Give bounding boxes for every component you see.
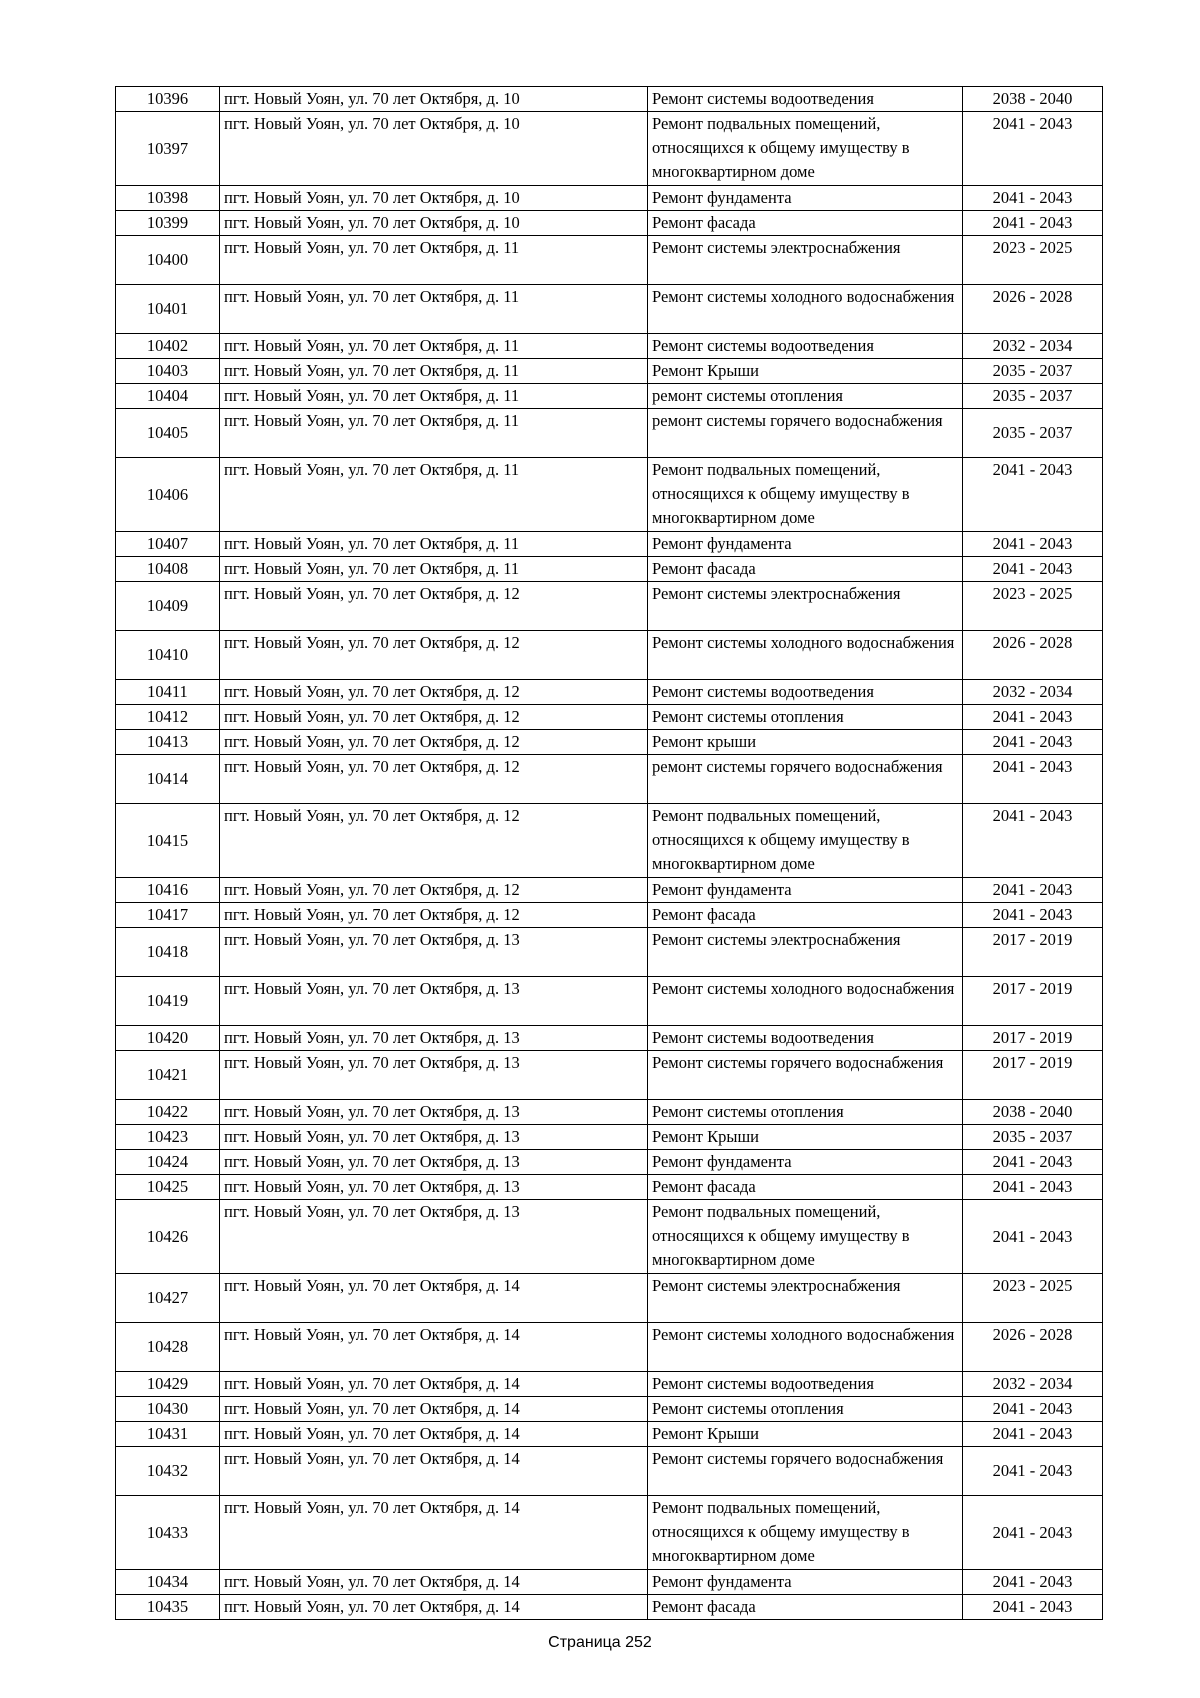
table-row	[116, 631, 1103, 680]
row-work-type: Ремонт подвальных помещений, относящихся к общему имуществу в многоквартирном доме	[648, 112, 963, 186]
row-work-type: Ремонт фасада	[648, 1595, 963, 1620]
row-years: 2032 - 2034	[963, 680, 1103, 705]
row-number: 10420	[116, 1026, 220, 1051]
table-row	[116, 186, 1103, 211]
table-row	[116, 384, 1103, 409]
table-row	[116, 1100, 1103, 1125]
row-years: 2041 - 2043	[963, 755, 1103, 804]
row-work-type: Ремонт фасада	[648, 557, 963, 582]
row-address: пгт. Новый Уоян, ул. 70 лет Октября, д. 10	[220, 87, 648, 112]
row-work-type: Ремонт системы отопления	[648, 705, 963, 730]
table-row	[116, 285, 1103, 334]
row-number: 10396	[116, 87, 220, 112]
row-number: 10417	[116, 903, 220, 928]
row-number: 10397	[116, 112, 220, 186]
row-number: 10418	[116, 928, 220, 977]
row-number: 10401	[116, 285, 220, 334]
row-number: 10400	[116, 236, 220, 285]
row-number: 10421	[116, 1051, 220, 1100]
row-address: пгт. Новый Уоян, ул. 70 лет Октября, д. 10	[220, 186, 648, 211]
table-row	[116, 878, 1103, 903]
row-address: пгт. Новый Уоян, ул. 70 лет Октября, д. 14	[220, 1422, 648, 1447]
row-address: пгт. Новый Уоян, ул. 70 лет Октября, д. 13	[220, 1200, 648, 1274]
row-work-type: Ремонт системы электроснабжения	[648, 928, 963, 977]
table-row	[116, 1447, 1103, 1496]
row-address: пгт. Новый Уоян, ул. 70 лет Октября, д. 14	[220, 1496, 648, 1570]
table-row	[116, 1274, 1103, 1323]
row-address: пгт. Новый Уоян, ул. 70 лет Октября, д. 12	[220, 804, 648, 878]
table-row	[116, 804, 1103, 878]
table-row	[116, 334, 1103, 359]
row-years: 2023 - 2025	[963, 1274, 1103, 1323]
table-row	[116, 730, 1103, 755]
row-work-type: Ремонт подвальных помещений, относящихся к общему имуществу в многоквартирном доме	[648, 1200, 963, 1274]
page-number: Страница 252	[548, 1634, 652, 1651]
row-address: пгт. Новый Уоян, ул. 70 лет Октября, д. 10	[220, 211, 648, 236]
row-address: пгт. Новый Уоян, ул. 70 лет Октября, д. 12	[220, 903, 648, 928]
table-row	[116, 211, 1103, 236]
row-work-type: Ремонт системы холодного водоснабжения	[648, 977, 963, 1026]
row-address: пгт. Новый Уоян, ул. 70 лет Октября, д. 13	[220, 1150, 648, 1175]
row-years: 2023 - 2025	[963, 236, 1103, 285]
row-number: 10432	[116, 1447, 220, 1496]
row-address: пгт. Новый Уоян, ул. 70 лет Октября, д. 12	[220, 730, 648, 755]
row-number: 10407	[116, 532, 220, 557]
row-address: пгт. Новый Уоян, ул. 70 лет Октября, д. 13	[220, 977, 648, 1026]
row-address: пгт. Новый Уоян, ул. 70 лет Октября, д. 13	[220, 1125, 648, 1150]
row-number: 10412	[116, 705, 220, 730]
row-years: 2026 - 2028	[963, 285, 1103, 334]
table-row	[116, 903, 1103, 928]
row-years: 2041 - 2043	[963, 112, 1103, 186]
row-address: пгт. Новый Уоян, ул. 70 лет Октября, д. 14	[220, 1570, 648, 1595]
row-years: 2041 - 2043	[963, 705, 1103, 730]
table-row	[116, 1422, 1103, 1447]
row-years: 2035 - 2037	[963, 1125, 1103, 1150]
row-address: пгт. Новый Уоян, ул. 70 лет Октября, д. 11	[220, 236, 648, 285]
row-address: пгт. Новый Уоян, ул. 70 лет Октября, д. 12	[220, 705, 648, 730]
row-number: 10431	[116, 1422, 220, 1447]
row-years: 2041 - 2043	[963, 557, 1103, 582]
row-years: 2041 - 2043	[963, 1150, 1103, 1175]
table-body	[116, 87, 1103, 1620]
row-years: 2017 - 2019	[963, 1026, 1103, 1051]
row-address: пгт. Новый Уоян, ул. 70 лет Октября, д. 11	[220, 359, 648, 384]
row-address: пгт. Новый Уоян, ул. 70 лет Октября, д. 12	[220, 680, 648, 705]
row-number: 10415	[116, 804, 220, 878]
row-number: 10422	[116, 1100, 220, 1125]
table-row	[116, 755, 1103, 804]
row-address: пгт. Новый Уоян, ул. 70 лет Октября, д. 13	[220, 1175, 648, 1200]
row-work-type: Ремонт системы горячего водоснабжения	[648, 1447, 963, 1496]
row-work-type: Ремонт системы электроснабжения	[648, 236, 963, 285]
row-years: 2038 - 2040	[963, 87, 1103, 112]
row-number: 10416	[116, 878, 220, 903]
row-years: 2017 - 2019	[963, 977, 1103, 1026]
row-years: 2041 - 2043	[963, 1200, 1103, 1274]
row-address: пгт. Новый Уоян, ул. 70 лет Октября, д. 11	[220, 334, 648, 359]
row-work-type: Ремонт системы водоотведения	[648, 1372, 963, 1397]
row-number: 10430	[116, 1397, 220, 1422]
table-row	[116, 705, 1103, 730]
row-years: 2041 - 2043	[963, 186, 1103, 211]
table-row	[116, 1026, 1103, 1051]
row-work-type: Ремонт подвальных помещений, относящихся к общему имуществу в многоквартирном доме	[648, 1496, 963, 1570]
row-address: пгт. Новый Уоян, ул. 70 лет Октября, д. 11	[220, 557, 648, 582]
row-number: 10434	[116, 1570, 220, 1595]
row-work-type: Ремонт фасада	[648, 211, 963, 236]
row-number: 10398	[116, 186, 220, 211]
table-row	[116, 557, 1103, 582]
row-address: пгт. Новый Уоян, ул. 70 лет Октября, д. 12	[220, 631, 648, 680]
row-address: пгт. Новый Уоян, ул. 70 лет Октября, д. 13	[220, 928, 648, 977]
table-row	[116, 680, 1103, 705]
row-number: 10405	[116, 409, 220, 458]
row-number: 10429	[116, 1372, 220, 1397]
table-row	[116, 112, 1103, 186]
row-address: пгт. Новый Уоян, ул. 70 лет Октября, д. 13	[220, 1051, 648, 1100]
table-row	[116, 977, 1103, 1026]
row-work-type: Ремонт системы водоотведения	[648, 680, 963, 705]
row-work-type: Ремонт Крыши	[648, 1125, 963, 1150]
row-address: пгт. Новый Уоян, ул. 70 лет Октября, д. 10	[220, 112, 648, 186]
row-number: 10414	[116, 755, 220, 804]
row-work-type: Ремонт фундамента	[648, 532, 963, 557]
row-work-type: ремонт системы горячего водоснабжения	[648, 409, 963, 458]
row-years: 2035 - 2037	[963, 409, 1103, 458]
row-number: 10408	[116, 557, 220, 582]
row-address: пгт. Новый Уоян, ул. 70 лет Октября, д. 13	[220, 1100, 648, 1125]
row-number: 10423	[116, 1125, 220, 1150]
table-row	[116, 928, 1103, 977]
row-years: 2026 - 2028	[963, 631, 1103, 680]
row-address: пгт. Новый Уоян, ул. 70 лет Октября, д. 14	[220, 1372, 648, 1397]
row-work-type: Ремонт фундамента	[648, 1150, 963, 1175]
row-address: пгт. Новый Уоян, ул. 70 лет Октября, д. 14	[220, 1595, 648, 1620]
row-address: пгт. Новый Уоян, ул. 70 лет Октября, д. 14	[220, 1274, 648, 1323]
row-years: 2026 - 2028	[963, 1323, 1103, 1372]
row-years: 2041 - 2043	[963, 878, 1103, 903]
row-number: 10427	[116, 1274, 220, 1323]
row-number: 10428	[116, 1323, 220, 1372]
row-years: 2035 - 2037	[963, 384, 1103, 409]
row-number: 10433	[116, 1496, 220, 1570]
table-row	[116, 1323, 1103, 1372]
table-row	[116, 236, 1103, 285]
row-years: 2041 - 2043	[963, 730, 1103, 755]
table-row	[116, 87, 1103, 112]
row-number: 10404	[116, 384, 220, 409]
row-years: 2041 - 2043	[963, 1175, 1103, 1200]
row-work-type: Ремонт фасада	[648, 1175, 963, 1200]
row-years: 2041 - 2043	[963, 1422, 1103, 1447]
row-work-type: Ремонт Крыши	[648, 359, 963, 384]
page-footer	[0, 1634, 1200, 1652]
table-row	[116, 1397, 1103, 1422]
row-work-type: Ремонт крыши	[648, 730, 963, 755]
row-address: пгт. Новый Уоян, ул. 70 лет Октября, д. 13	[220, 1026, 648, 1051]
row-number: 10402	[116, 334, 220, 359]
row-work-type: Ремонт системы электроснабжения	[648, 582, 963, 631]
row-number: 10426	[116, 1200, 220, 1274]
table-row	[116, 1200, 1103, 1274]
table-row	[116, 409, 1103, 458]
table-row	[116, 1150, 1103, 1175]
row-work-type: Ремонт системы холодного водоснабжения	[648, 631, 963, 680]
row-number: 10406	[116, 458, 220, 532]
row-address: пгт. Новый Уоян, ул. 70 лет Октября, д. 11	[220, 409, 648, 458]
row-years: 2032 - 2034	[963, 334, 1103, 359]
row-years: 2017 - 2019	[963, 928, 1103, 977]
row-work-type: Ремонт системы горячего водоснабжения	[648, 1051, 963, 1100]
row-address: пгт. Новый Уоян, ул. 70 лет Октября, д. 12	[220, 582, 648, 631]
row-address: пгт. Новый Уоян, ул. 70 лет Октября, д. 11	[220, 285, 648, 334]
row-work-type: Ремонт системы водоотведения	[648, 334, 963, 359]
table-row	[116, 1051, 1103, 1100]
row-work-type: Ремонт системы водоотведения	[648, 1026, 963, 1051]
row-work-type: Ремонт системы электроснабжения	[648, 1274, 963, 1323]
row-number: 10435	[116, 1595, 220, 1620]
row-address: пгт. Новый Уоян, ул. 70 лет Октября, д. 14	[220, 1323, 648, 1372]
row-number: 10419	[116, 977, 220, 1026]
row-work-type: Ремонт подвальных помещений, относящихся к общему имуществу в многоквартирном доме	[648, 804, 963, 878]
table-row	[116, 582, 1103, 631]
row-address: пгт. Новый Уоян, ул. 70 лет Октября, д. 12	[220, 878, 648, 903]
row-work-type: Ремонт системы холодного водоснабжения	[648, 1323, 963, 1372]
table-row	[116, 359, 1103, 384]
row-years: 2041 - 2043	[963, 211, 1103, 236]
repair-schedule-table	[115, 86, 1103, 1620]
table-row	[116, 1570, 1103, 1595]
row-years: 2017 - 2019	[963, 1051, 1103, 1100]
row-years: 2041 - 2043	[963, 458, 1103, 532]
row-years: 2041 - 2043	[963, 804, 1103, 878]
row-number: 10413	[116, 730, 220, 755]
row-years: 2032 - 2034	[963, 1372, 1103, 1397]
row-work-type: Ремонт системы отопления	[648, 1100, 963, 1125]
row-work-type: Ремонт системы водоотведения	[648, 87, 963, 112]
table-row	[116, 1372, 1103, 1397]
row-work-type: Ремонт Крыши	[648, 1422, 963, 1447]
row-number: 10409	[116, 582, 220, 631]
row-address: пгт. Новый Уоян, ул. 70 лет Октября, д. 12	[220, 755, 648, 804]
row-years: 2041 - 2043	[963, 1496, 1103, 1570]
row-address: пгт. Новый Уоян, ул. 70 лет Октября, д. 11	[220, 458, 648, 532]
row-work-type: Ремонт системы холодного водоснабжения	[648, 285, 963, 334]
row-address: пгт. Новый Уоян, ул. 70 лет Октября, д. 11	[220, 384, 648, 409]
row-years: 2023 - 2025	[963, 582, 1103, 631]
row-work-type: ремонт системы отопления	[648, 384, 963, 409]
row-address: пгт. Новый Уоян, ул. 70 лет Октября, д. 14	[220, 1447, 648, 1496]
table-row	[116, 1496, 1103, 1570]
row-years: 2041 - 2043	[963, 1397, 1103, 1422]
row-years: 2041 - 2043	[963, 1570, 1103, 1595]
row-address: пгт. Новый Уоян, ул. 70 лет Октября, д. 11	[220, 532, 648, 557]
row-years: 2041 - 2043	[963, 1595, 1103, 1620]
row-number: 10411	[116, 680, 220, 705]
row-number: 10399	[116, 211, 220, 236]
row-years: 2035 - 2037	[963, 359, 1103, 384]
table-row	[116, 532, 1103, 557]
row-number: 10410	[116, 631, 220, 680]
row-number: 10425	[116, 1175, 220, 1200]
row-work-type: ремонт системы горячего водоснабжения	[648, 755, 963, 804]
table-row	[116, 1595, 1103, 1620]
row-work-type: Ремонт фундамента	[648, 1570, 963, 1595]
table-row	[116, 1175, 1103, 1200]
row-number: 10424	[116, 1150, 220, 1175]
table-row	[116, 458, 1103, 532]
row-work-type: Ремонт подвальных помещений, относящихся к общему имуществу в многоквартирном доме	[648, 458, 963, 532]
row-years: 2041 - 2043	[963, 1447, 1103, 1496]
row-work-type: Ремонт фундамента	[648, 186, 963, 211]
table-row	[116, 1125, 1103, 1150]
row-address: пгт. Новый Уоян, ул. 70 лет Октября, д. 14	[220, 1397, 648, 1422]
row-years: 2038 - 2040	[963, 1100, 1103, 1125]
row-work-type: Ремонт системы отопления	[648, 1397, 963, 1422]
row-years: 2041 - 2043	[963, 903, 1103, 928]
row-work-type: Ремонт фундамента	[648, 878, 963, 903]
row-years: 2041 - 2043	[963, 532, 1103, 557]
row-work-type: Ремонт фасада	[648, 903, 963, 928]
row-number: 10403	[116, 359, 220, 384]
